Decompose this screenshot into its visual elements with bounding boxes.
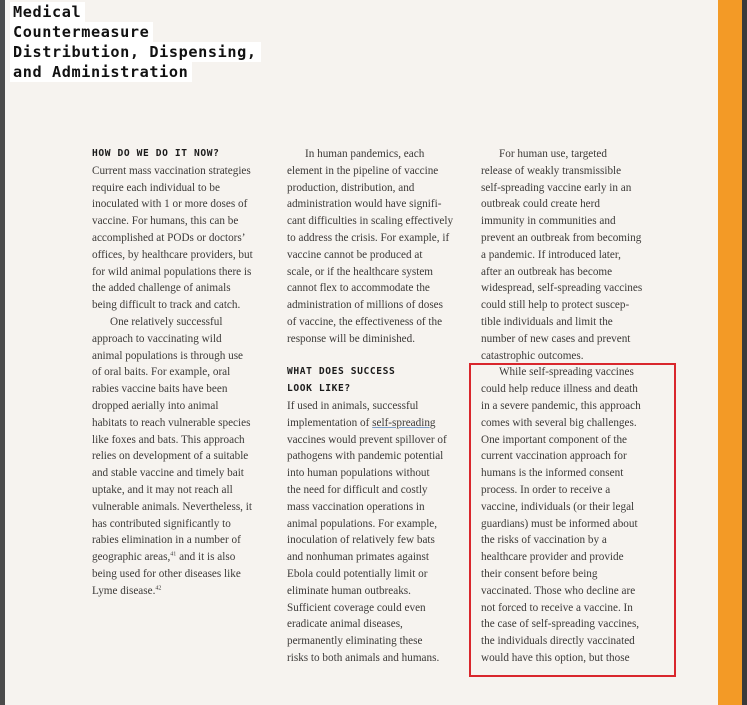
text-line: vaccine, individuals (or their legal (481, 500, 635, 513)
text-line: vaccine. For humans, this can be (92, 215, 239, 228)
text-line: prevent an outbreak from becoming (481, 231, 642, 244)
text-line: vaccine cannot be produced at (287, 248, 423, 261)
text-line: the need for difficult and costly (287, 483, 428, 496)
text-line: uptake, and it may not reach all (92, 483, 233, 496)
self-spreading-link[interactable]: self-spreading (372, 416, 436, 429)
section-title (10, 2, 261, 82)
text-line: of vaccine, the effectiveness of the (287, 315, 443, 328)
text-line: pathogens with pandemic potential (287, 450, 444, 463)
text-line: Sufficient coverage could even (287, 601, 426, 614)
text-line: widespread, self-spreading vaccines (481, 282, 643, 295)
heading-success: WHAT DOES SUCCESS (287, 366, 396, 378)
text-line: tible individuals and limit the (481, 315, 613, 328)
title-line: Distribution, Dispensing, (10, 42, 261, 62)
text-line: has contributed significantly to (92, 517, 231, 530)
text-line: permanently eliminating these (287, 635, 423, 648)
text-line: vaccinated. Those who decline are (481, 584, 636, 597)
text-line: immunity in communities and (481, 215, 616, 228)
text-line: could help reduce illness and death (481, 383, 638, 396)
text-line: approach to vaccinating wild (92, 332, 222, 345)
text-line: Current mass vaccination strategies (92, 164, 251, 177)
text-line: into human populations without (287, 467, 430, 480)
footnote-ref-41[interactable]: 41 (170, 551, 177, 558)
text-line: One relatively successful (110, 315, 223, 328)
text-line: not forced to receive a vaccine. In (481, 601, 633, 614)
text-line: to address the crisis. For example, if (287, 231, 450, 244)
text-line: could still help to protect suscep- (481, 299, 630, 312)
text-line: vaccines would prevent spillover of (287, 433, 447, 446)
text-line (92, 583, 272, 600)
text-line: dropped aerially into animal (92, 399, 219, 412)
title-line: Countermeasure (10, 22, 153, 42)
text-fragment: Lyme disease. (92, 584, 156, 597)
text-line: administration of millions of doses (287, 299, 443, 312)
text-line: and stable vaccine and timely bait (92, 467, 244, 480)
text-line: for wild animal populations there is (92, 265, 252, 278)
text-line: element in the pipeline of vaccine (287, 164, 439, 177)
text-line: Ebola could potentially limit or (287, 567, 428, 580)
text-line: relies on development of a suitable (92, 450, 249, 463)
column-2 (287, 146, 467, 667)
text-line: mass vaccination operations in (287, 500, 425, 513)
text-line: humans is the informed consent (481, 467, 624, 480)
text-line: being used for other diseases like (92, 567, 241, 580)
text-line (287, 415, 467, 432)
footnote-ref-42[interactable]: 42 (155, 584, 162, 591)
text-fragment: implementation of (287, 416, 373, 429)
text-line: inoculation of relatively few bats (287, 534, 435, 547)
text-line: release of weakly transmissible (481, 164, 622, 177)
text-line: a pandemic. If introduced later, (481, 248, 621, 261)
text-line: rabies elimination in a number of (92, 534, 241, 547)
text-line: animal populations is through use (92, 349, 244, 362)
text-line: eliminate human outbreaks. (287, 584, 411, 597)
text-fragment: geographic areas, (92, 551, 171, 564)
text-line: accomplished at PODs or doctors’ (92, 231, 246, 244)
title-line: Medical (10, 2, 85, 22)
text-line: being difficult to track and catch. (92, 299, 241, 312)
text-line: the added challenge of animals (92, 282, 231, 295)
text-line: current vaccination approach for (481, 450, 627, 463)
text-line: rabies vaccine baits have been (92, 383, 228, 396)
text-line: healthcare provider and provide (481, 551, 624, 564)
text-line: cannot flex to accommodate the (287, 282, 430, 295)
text-line: risks to both animals and humans. (287, 651, 440, 664)
text-line: animal populations. For example, (287, 517, 438, 530)
text-line: vulnerable animals. Nevertheless, it (92, 500, 252, 513)
spacer (287, 348, 467, 365)
text-line: offices, by healthcare providers, but (92, 248, 253, 261)
text-line: self-spreading vaccine early in an (481, 181, 632, 194)
text-line: in a severe pandemic, this approach (481, 399, 641, 412)
text-line: process. In order to receive a (481, 483, 611, 496)
text-line: If used in animals, successful (287, 399, 419, 412)
text-line: number of new cases and prevent (481, 332, 631, 345)
text-line: In human pandemics, each (305, 148, 425, 160)
text-line: eradicate animal diseases, (287, 618, 403, 631)
title-line: and Administration (10, 62, 192, 82)
heading-how-now: HOW DO WE DO IT NOW? (92, 148, 220, 159)
text-line: habitats to reach vulnerable species (92, 416, 251, 429)
text-line: require each individual to be (92, 181, 220, 194)
text-line: guardians) must be informed about (481, 517, 638, 530)
text-line: comes with several big challenges. (481, 416, 637, 429)
text-line: the individuals directly vaccinated (481, 635, 635, 648)
text-line: inoculated with 1 or more doses of (92, 198, 248, 211)
text-line: One important component of the (481, 433, 628, 446)
viewer-edge (742, 0, 747, 705)
column-1 (92, 146, 272, 600)
heading-success-2: LOOK LIKE? (287, 383, 351, 395)
orange-side-bar (718, 0, 742, 705)
text-line: scale, or if the healthcare system (287, 265, 433, 278)
text-line: and nonhuman primates against (287, 551, 429, 564)
text-line: While self-spreading vaccines (499, 366, 634, 379)
text-line: production, distribution, and (287, 181, 415, 194)
text-line: of oral baits. For example, oral (92, 366, 231, 379)
text-line: outbreak could create herd (481, 198, 600, 211)
text-fragment: and it is also (176, 551, 236, 564)
text-line: like foxes and bats. This approach (92, 433, 245, 446)
text-line: the risks of vaccination by a (481, 534, 607, 547)
text-line: after an outbreak has become (481, 265, 613, 278)
text-line: administration would have signifi- (287, 198, 442, 211)
text-line: For human use, targeted (499, 148, 607, 160)
text-line: would have this option, but those (481, 651, 630, 664)
text-line: the case of self-spreading vaccines, (481, 618, 640, 631)
highlight-box (469, 363, 676, 677)
text-line: catastrophic outcomes. (481, 349, 584, 362)
text-line: response will be diminished. (287, 332, 416, 345)
text-line: cant difficulties in scaling effectively (287, 215, 454, 228)
text-line (92, 549, 272, 566)
text-line: their consent before being (481, 567, 598, 580)
